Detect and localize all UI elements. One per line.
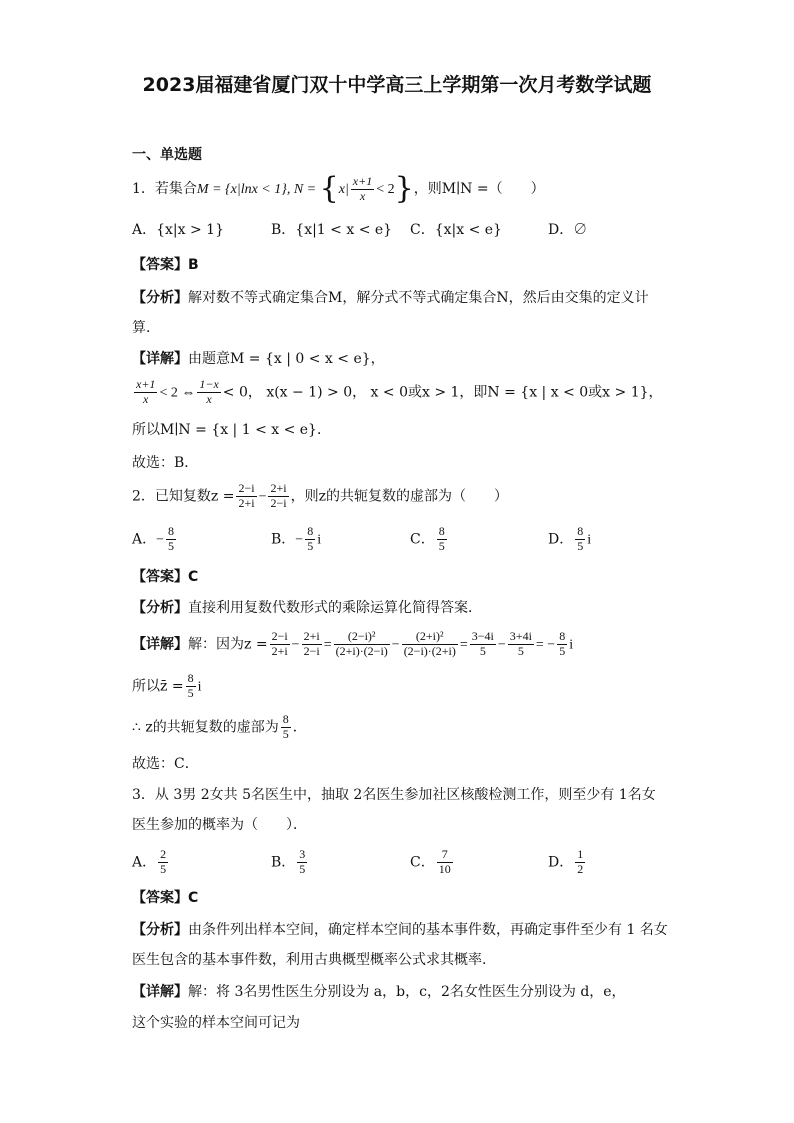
q2-fraction-2: $\frac{2+i}{2-i}$ <box>270 481 287 510</box>
q1-choose: 故选：B． <box>132 455 199 471</box>
q3-analysis-cont: 医生包含的基本事件数，利用古典概型概率公式求其概率. <box>132 952 487 968</box>
page-title: 2023届福建省厦门双十中学高三上学期第一次月考数学试题 <box>142 74 652 96</box>
q3-option-b: B． $\frac{3}{5}$ <box>271 847 306 876</box>
q1-option-c: C．{x|x < e} <box>410 222 502 238</box>
q2-option-b: B．− $\frac{8}{5}$ i <box>271 524 322 553</box>
q1-set-n-left: x| <box>338 182 349 197</box>
q3-detail-cont: 这个实验的样本空间可记为 <box>132 1015 300 1031</box>
q1-analysis-cont: 算． <box>132 320 160 336</box>
q2-conjugate: 所以z̄ = $\frac{8}{5}$ i <box>132 671 202 700</box>
q2-imaginary-part: ∴ z的共轭复数的虚部为 $\frac{8}{5}$ ． <box>132 712 307 741</box>
q3-stem: 3．从 3男 2女共 5名医生中，抽取 2名医生参加社区核酸检测工作，则至少有 1名女 <box>132 787 656 803</box>
q3-answer: 【答案】C <box>132 890 199 906</box>
q1-stem-prefix: 1．若集合 <box>132 181 197 197</box>
left-brace: { <box>319 171 339 206</box>
q3-analysis: 【分析】由条件列出样本空间，确定样本空间的基本事件数，再确定事件至少有 1 名女 <box>132 922 668 938</box>
q2-option-a: A．− $\frac{8}{5}$ <box>132 524 175 553</box>
q1-set-n-right: < 2 <box>376 182 395 197</box>
q2-detail: 【详解】解：因为z = $\frac{2-i}{2+i}$ − $\frac{2+i}{2-i}$ = $\frac{\text{(2−i)²}}{(2+i)\cdot(2-i)}$ − $\frac{\text{(2+i)²}}{(2-i)\cdot(2+i)}$ = $\frac{3-4i}{5}$ − $\frac{3+4i}{5}$ = − $\frac{8}{5}$ i <box>132 629 574 658</box>
q2-option-c: C． $\frac{8}{5}$ <box>410 524 445 553</box>
q3-stem-cont: 医生参加的概率为（ ）． <box>132 817 307 833</box>
q3-option-a: A． $\frac{2}{5}$ <box>132 847 167 876</box>
q1-stem-suffix: ，则M∣N =（ ） <box>413 181 545 197</box>
q1-option-b: B．{x|1 < x < e} <box>271 222 393 238</box>
q1-detail-line3: 所以M∣N = {x | 1 < x < e}． <box>132 422 331 438</box>
q1-set-m: M = {x|lnx < 1}, N = <box>196 182 320 197</box>
q2-fraction-1: $\frac{2-i}{2+i}$ <box>238 481 255 510</box>
q2-answer: 【答案】C <box>132 569 199 585</box>
q1-detail-fraction-1: $\frac{x+1}{x}$ <box>136 377 156 406</box>
right-brace: } <box>394 171 414 206</box>
q1-option-a: A．{x|x > 1} <box>132 222 224 238</box>
q1-answer: 【答案】B <box>132 257 199 273</box>
q1-option-d: D．∅ <box>548 222 588 238</box>
q3-detail: 【详解】解：将 3名男性医生分别设为 a，b，c，2名女性医生分别设为 d，e， <box>132 984 626 1000</box>
q1-fraction: $\frac{x+1}{x}$ <box>352 173 373 203</box>
q1-detail-fraction-2: $\frac{1-x}{x}$ <box>199 377 219 406</box>
q3-option-d: D． $\frac{1}{2}$ <box>548 847 584 876</box>
q2-option-d: D． $\frac{8}{5}$ i <box>548 524 592 553</box>
section-heading: 一、单选题 <box>132 147 202 163</box>
q1-stem <box>132 171 545 206</box>
q2-stem: 2．已知复数z = $\frac{2-i}{2+i}$ − $\frac{2+i}{2-i}$ ，则z的共轭复数的虚部为（ ） <box>132 481 508 510</box>
q1-analysis: 【分析】解对数不等式确定集合M，解分式不等式确定集合N，然后由交集的定义计 <box>132 290 649 306</box>
q2-choose: 故选：C． <box>132 756 199 772</box>
q1-detail: 【详解】由题意M = {x | 0 < x < e}， <box>132 351 385 367</box>
q1-detail-line2: $\frac{x+1}{x}$ < 2 ⇔ $\frac{1-x}{x}$ < 0， x(x − 1) > 0， x < 0或x > 1，即N = {x | x < 0或x > 1}， <box>136 377 663 406</box>
q3-option-c: C． $\frac{7}{10}$ <box>410 847 451 876</box>
q2-analysis: 【分析】直接利用复数代数形式的乘除运算化简得答案． <box>132 600 482 616</box>
